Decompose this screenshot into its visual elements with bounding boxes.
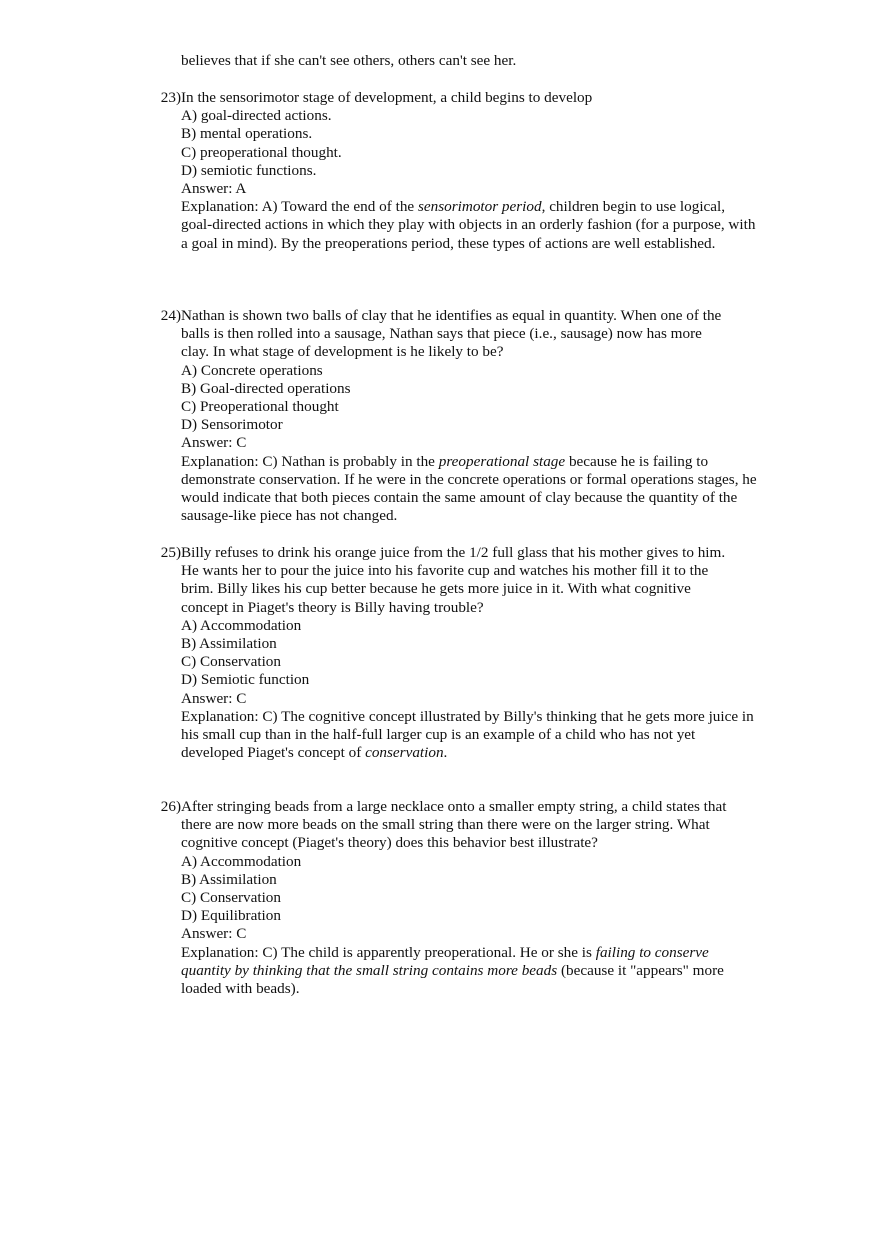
option-a: A) Accommodation xyxy=(181,616,302,634)
question-stem-line: there are now more beads on the small string than there were on the larger string. What xyxy=(181,816,710,834)
explanation-text: . xyxy=(443,744,448,762)
answer: Answer: C xyxy=(181,434,247,452)
question-number: 23) xyxy=(160,89,181,106)
explanation-emphasis: preoperational stage xyxy=(438,452,566,470)
explanation-lead: Explanation: C) Nathan is probably in the xyxy=(181,452,439,470)
explanation-lead: Explanation: A) Toward the end of the xyxy=(181,198,418,216)
question-stem-line: Billy refuses to drink his orange juice from the 1/2 full glass that his mother gives to him. xyxy=(181,544,726,561)
question-stem-line: In the sensorimotor stage of development, a child begins to develop xyxy=(181,89,593,106)
option-c: C) preoperational thought. xyxy=(181,143,342,161)
question-stem-line: After stringing beads from a large necklace onto a smaller empty string, a child states that xyxy=(181,798,727,815)
question-25 xyxy=(150,544,760,762)
option-d: D) semiotic functions. xyxy=(181,161,317,179)
explanation-lead: Explanation: C) The child is apparently preoperational. He or she is xyxy=(181,943,596,961)
option-d: D) Semiotic function xyxy=(181,671,310,689)
question-26 xyxy=(150,798,760,998)
option-a: A) Concrete operations xyxy=(181,361,323,379)
explanation-emphasis: sensorimotor period xyxy=(417,198,542,216)
explanation xyxy=(181,708,760,763)
option-d: D) Equilibration xyxy=(181,907,281,925)
question-stem-line: Nathan is shown two balls of clay that he identifies as equal in quantity. When one of the xyxy=(181,307,722,324)
option-a: A) Accommodation xyxy=(181,852,302,870)
explanation xyxy=(181,944,760,999)
option-b: B) Assimilation xyxy=(181,635,277,653)
question-body xyxy=(181,307,760,525)
answer: Answer: C xyxy=(181,925,247,943)
explanation-text: because he is failing to demonstrate conservation. If he were in the concrete operations or formal operations stages, he would indicate that both pieces contain the same amount of clay because the quantity of the sausage-like piece has not changed. xyxy=(181,452,757,525)
explanation-lead: Explanation: C) The cognitive concept illustrated by Billy's thinking that he gets more juice in his small cup than in the half-full larger cup is an example of a child who has not yet developed Piaget's concept of xyxy=(181,707,754,762)
question-stem-line: brim. Billy likes his cup better because he gets more juice in it. With what cognitive xyxy=(181,580,691,598)
option-b: B) mental operations. xyxy=(181,125,313,143)
question-stem-line: balls is then rolled into a sausage, Nathan says that piece (i.e., sausage) now has more xyxy=(181,325,702,343)
question-body xyxy=(181,89,760,253)
question-number: 26) xyxy=(160,798,181,815)
question-body xyxy=(181,798,760,998)
question-24 xyxy=(150,307,760,525)
answer: Answer: C xyxy=(181,689,247,707)
option-b: B) Goal-directed operations xyxy=(181,379,351,397)
explanation xyxy=(181,453,760,526)
answer: Answer: A xyxy=(181,180,247,198)
option-c: C) Conservation xyxy=(181,889,281,907)
option-b: B) Assimilation xyxy=(181,870,277,888)
explanation-emphasis: conservation xyxy=(365,744,444,762)
question-23 xyxy=(150,89,760,253)
question-number: 24) xyxy=(160,307,181,324)
question-stem-line: cognitive concept (Piaget's theory) does this behavior best illustrate? xyxy=(181,834,598,852)
question-stem-line: He wants her to pour the juice into his favorite cup and watches his mother fill it to the xyxy=(181,562,709,580)
question-body xyxy=(181,544,760,762)
option-c: C) Conservation xyxy=(181,653,281,671)
continuation-text: believes that if she can't see others, others can't see her. xyxy=(181,52,517,69)
explanation-text: (because it "appears" more loaded with beads). xyxy=(181,961,724,998)
question-stem-line: clay. In what stage of development is he likely to be? xyxy=(181,343,504,361)
option-d: D) Sensorimotor xyxy=(181,416,283,434)
question-stem-line: concept in Piaget's theory is Billy having trouble? xyxy=(181,598,484,616)
question-number: 25) xyxy=(160,544,181,561)
option-c: C) Preoperational thought xyxy=(181,398,339,416)
explanation-emphasis: failing to conserve quantity by thinking that the small string contains more beads xyxy=(181,943,709,979)
option-a: A) goal-directed actions. xyxy=(181,107,332,125)
explanation xyxy=(181,198,760,253)
explanation-text: , children begin to use logical, goal-directed actions in which they play with objects in an orderly fashion (for a purpose, with a goal in mind). By the preoperations period, these types of actions are well established. xyxy=(181,198,756,252)
